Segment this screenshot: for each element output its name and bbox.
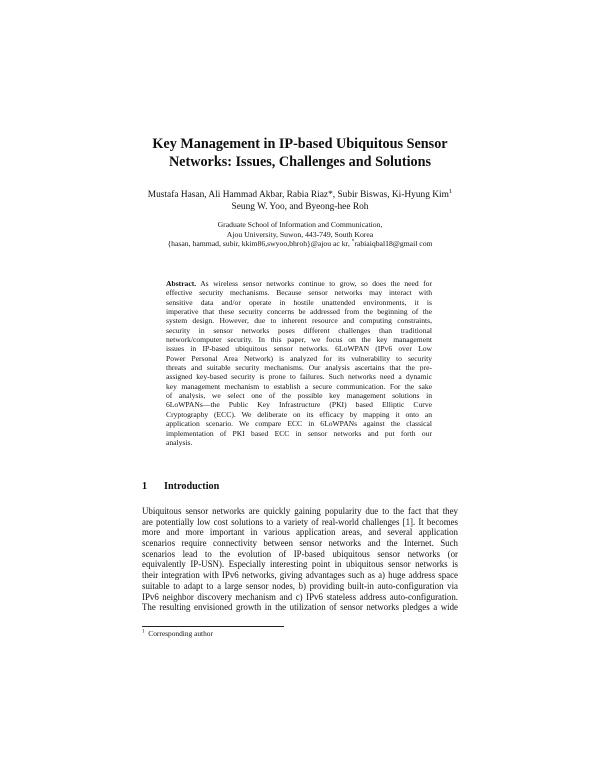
- email-asterisk: *: [351, 238, 355, 245]
- abstract-line: Cryptography (ECC). We deliberate on its efficacy by mapping it onto an: [166, 409, 432, 419]
- authors-line-2: Seung W. Yoo, and Byeong-hee Roh: [231, 202, 369, 212]
- abstract-line: imperative that these security concerns be addressed from the beginning of the: [166, 307, 432, 317]
- corresponding-author-marker: 1: [448, 187, 453, 195]
- abstract-line: security in sensor networks poses different challenges than traditional: [166, 325, 432, 335]
- abstract-line: network/computer security. In this paper, we focus on the key management: [166, 335, 432, 345]
- introduction-body: [142, 506, 458, 613]
- body-line: scenarios lead to the evolution of IP-based ubiquitous sensor networks (or: [142, 548, 458, 559]
- body-line: suitable to adapt to a large sensor nodes, b) providing built-in auto-configuration via: [142, 580, 458, 591]
- abstract-line: assigned key-based security is prone to failures. Such networks need a dynamic: [166, 372, 432, 382]
- body-line: IPv6 neighbor discovery mechanism and c) IPv6 stateless address auto-configuration.: [142, 591, 458, 602]
- abstract-line: key management mechanism to establish a secure communication. For the sake: [166, 381, 432, 391]
- author-list: [100, 189, 500, 213]
- abstract-label: Abstract.: [166, 279, 197, 288]
- abstract-line: application scenario. We compare ECC in 6LoWPANs against the classical: [166, 419, 432, 429]
- abstract-line: Abstract. As wireless sensor networks continue to grow, so does the need for: [166, 279, 432, 288]
- abstract: [166, 279, 432, 447]
- abstract-line: threats and suitable security mechanisms. Our analysis ascertains that the pre-: [166, 363, 432, 373]
- abstract-line: implementation of PKI based ECC in sensor networks and put forth our: [166, 428, 432, 438]
- body-line: are potentially low cost solutions to a variety of real-world challenges [1]. It becomes: [142, 516, 458, 527]
- footnote-text: Corresponding author: [148, 629, 213, 638]
- title-line-2: Networks: Issues, Challenges and Solutions: [168, 154, 432, 170]
- abstract-line: 6LoWPANs—the Public Key Infrastructure (PKI) based Elliptic Curve: [166, 400, 432, 410]
- authors-line-1: [100, 189, 500, 201]
- body-line: scenarios require connectivity between sensor networks and the Internet. Such: [142, 538, 458, 549]
- body-line: The resulting envisioned growth in the utilization of sensor networks pledges a wide: [142, 602, 458, 613]
- abstract-line: effective security mechanisms. Because sensor networks may interact with: [166, 288, 432, 298]
- email-list-ajou: {hasan, hammad, subir, kkim86,swyoo,bhroh}@ajou ac kr,: [167, 239, 350, 249]
- body-line: more and more important in various application areas, and several application: [142, 527, 458, 538]
- section-heading-introduction: [142, 481, 219, 493]
- abstract-line: of analysis, we select one of the possible key management solutions in: [166, 391, 432, 401]
- section-title: Introduction: [164, 481, 220, 492]
- affiliation-block: [100, 220, 500, 249]
- abstract-line: sensitive data and/or operate in hostile unattended environments, it is: [166, 297, 432, 307]
- affiliation-emails: [100, 239, 500, 249]
- abstract-line: Power Personal Area Network) is analyzed for its vulnerability to security: [166, 353, 432, 363]
- footnote-marker: 1: [142, 628, 145, 635]
- affiliation-line-2: Ajou University, Suwon, 443-749, South Korea: [226, 229, 374, 239]
- abstract-line: analysis.: [166, 437, 193, 447]
- footnote: [142, 629, 213, 638]
- paper-title: [100, 135, 500, 171]
- abstract-line: system design. However, due to inherent resource and computing constraints,: [166, 316, 432, 326]
- affiliation-line-1: Graduate School of Information and Communication,: [217, 220, 383, 229]
- title-line-1: Key Management in IP-based Ubiquitous Sensor: [152, 136, 448, 152]
- abstract-line: issues in IP-based ubiquitous sensor networks. 6LoWPAN (IPv6 over Low: [166, 344, 432, 354]
- body-line: equivalently IP-USN). Especially interesting point in ubiquitous sensor networks is: [142, 559, 458, 570]
- section-number: 1: [142, 481, 148, 492]
- email-gmail: rabiaiqbal18@gmail com: [354, 239, 433, 249]
- body-line: Ubiquitous sensor networks are quickly gaining popularity due to the fact that they: [142, 506, 458, 516]
- footnote-divider: [142, 626, 284, 627]
- authors-line-1-text: Mustafa Hasan, Ali Hammad Akbar, Rabia Riaz*, Subir Biswas, Ki-Hyung Kim: [147, 190, 449, 200]
- body-line: their integration with IPv6 networks, giving advantages such as a) huge address space: [142, 570, 458, 581]
